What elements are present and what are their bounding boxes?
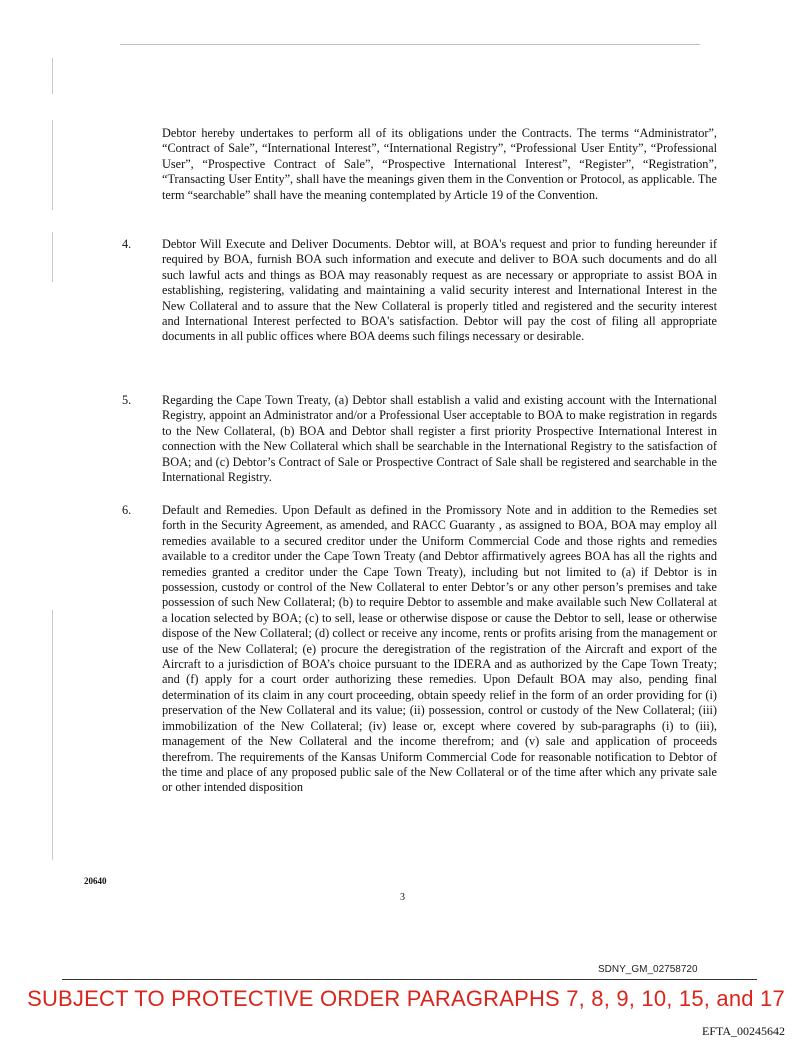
margin-scan-mark <box>52 610 53 860</box>
margin-scan-mark <box>52 58 53 94</box>
protective-order-banner: SUBJECT TO PROTECTIVE ORDER PARAGRAPHS 7, 8, 9, 10, 15, and 17 <box>27 986 785 1011</box>
section-number-6: 6. <box>122 503 132 517</box>
margin-scan-mark <box>52 232 53 282</box>
section-6-text: Default and Remedies. Upon Default as defined in the Promissory Note and in addition to the Remedies set forth in the Security Agreement, as amended, and RACC Guaranty , as assigned to BOA, BOA may employ all remedies available to a secured creditor under the Uniform Commercial Code and those rights and remedies available to a creditor under the Cape Town Treaty (and Debtor affirmatively agrees BOA has all the rights and remedies granted a creditor under the Cape Town Treaty), including but not limited to (a) if Debtor is in possession, custody or control of the New Collateral to enter Debtor’s or any other person’s premises and take possession of such New Collateral; (b) to require Debtor to assemble and make available such New Collateral at a location selected by BOA; (c) to sell, lease or otherwise dispose or cause the Debtor to sell, lease or otherwise dispose of the New Collateral; (d) collect or receive any income, rents or profits arising from the management or use of the New Collateral; (e) procure the deregistration of the registration of the Aircraft and export of the Aircraft to a jurisdiction of BOA’s choice pursuant to the IDERA and as authorized by the Cape Town Treaty; and (f) apply for a court order authorizing these remedies. Upon Default BOA may also, pending final determination of its claim in any court proceeding, obtain speedy relief in the form of an order providing for (i) preservation of the New Collateral and its value; (ii) possession, control or custody of the New Collateral; (iii) immobilization of the New Collateral; (iv) lease or, except where covered by sub-paragraphs (i) to (iii), management of the New Collateral and the income therefrom; and (v) sale and application of proceeds therefrom. The requirements of the Kansas Uniform Commercial Code for reasonable notification to Debtor of the time and place of any proposed public sale of the New Collateral or of the time after which any private sale or other intended disposition <box>162 503 717 795</box>
footer-rule <box>62 979 757 980</box>
scan-edge-line <box>120 44 700 45</box>
section-number-5: 5. <box>122 393 132 407</box>
margin-scan-mark <box>52 120 53 210</box>
intro-paragraph: Debtor hereby undertakes to perform all of its obligations under the Contracts. The terms “Administrator”, “Contract of Sale”, “International Interest”, “International Registry”, “Professional User Entity”, “Professional User”, “Prospective Contract of Sale”, “Prospective International Interest”, “Register”, “Registration”, “Transacting User Entity”, shall have the meanings given them in the Convention or Protocol, as applicable. The term “searchable” shall have the meaning contemplated by Article 19 of the Convention. <box>162 126 717 202</box>
section-number-4: 4. <box>122 237 132 251</box>
efta-number: EFTA_00245642 <box>702 1024 786 1038</box>
section-5-text: Regarding the Cape Town Treaty, (a) Debtor shall establish a valid and existing account with the International Registry, appoint an Administrator and/or a Professional User acceptable to BOA to make registration in regards to the New Collateral, (b) BOA and Debtor shall register a first priority Prospective International Interest in connection with the New Collateral which shall be searchable in the International Registry to the satisfaction of BOA; and (c) Debtor’s Contract of Sale or Prospective Contract of Sale shall be registered and searchable in the International Registry. <box>162 393 717 485</box>
bates-number: SDNY_GM_02758720 <box>598 964 698 975</box>
page-number: 3 <box>400 892 405 903</box>
document-id: 20640 <box>84 876 107 886</box>
section-4-text: Debtor Will Execute and Deliver Documents. Debtor will, at BOA's request and prior to funding hereunder if required by BOA, furnish BOA such information and execute and deliver to BOA such documents and do all such lawful acts and things as BOA may reasonably request as are necessary or appropriate to assist BOA in establishing, registering, validating and maintaining a valid security interest and International Interest in the New Collateral and to assure that the New Collateral is properly titled and registered and the security interest and International Interest perfected to BOA's satisfaction. Debtor will pay the cost of filing all appropriate documents in all public offices where BOA deems such filings necessary or desirable. <box>162 237 717 344</box>
